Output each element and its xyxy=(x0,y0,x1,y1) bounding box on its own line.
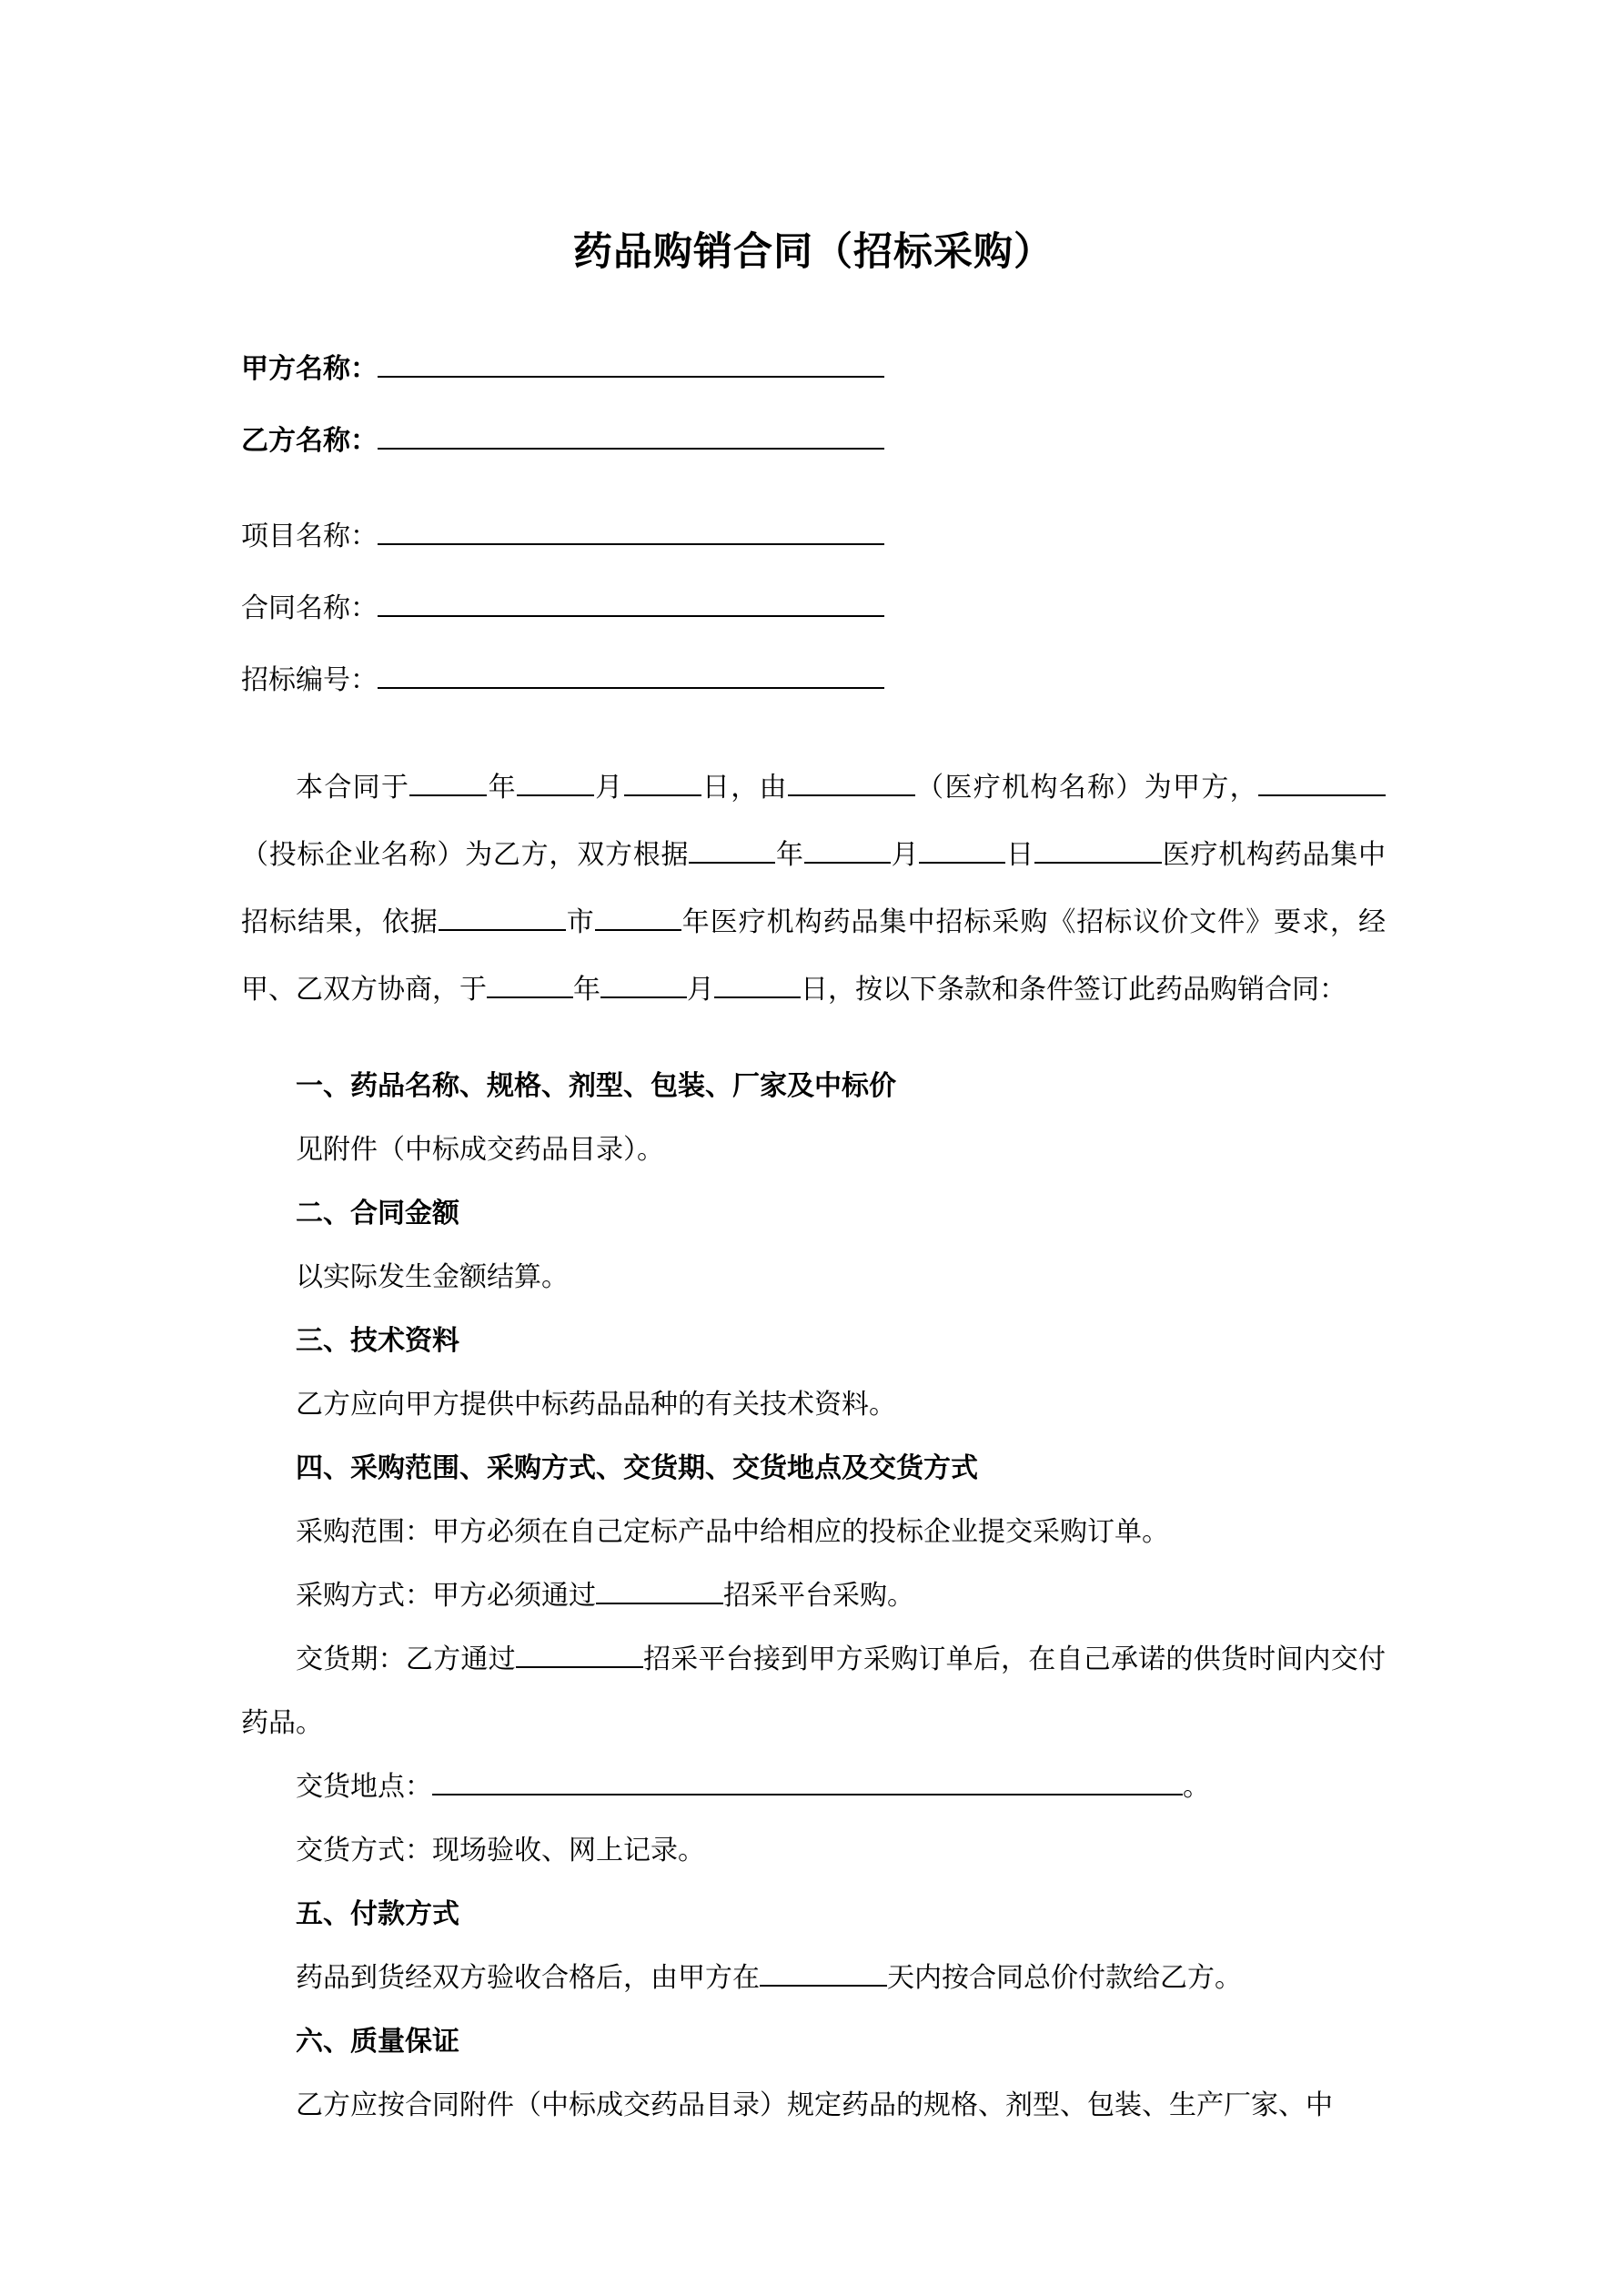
fill-in-line xyxy=(714,969,801,998)
section-paragraph xyxy=(241,1373,1386,1437)
document-title: 药品购销合同（招标采购） xyxy=(573,231,1054,274)
fill-in-line xyxy=(439,902,566,931)
text-run: 交货地点： xyxy=(296,1772,432,1802)
intro-paragraph xyxy=(241,754,1386,1024)
section-heading: 二、合同金额 xyxy=(296,1199,459,1229)
text-run: 年 xyxy=(487,773,517,803)
fill-in-line xyxy=(788,767,915,796)
section-technical-materials xyxy=(241,1310,1386,1437)
section-paragraph xyxy=(241,1755,1386,1819)
section-paragraph xyxy=(241,1628,1386,1755)
section-heading: 五、付款方式 xyxy=(296,1899,459,1929)
field-label-project-name: 项目名称： xyxy=(241,521,378,551)
section-paragraph xyxy=(241,1501,1386,1564)
fill-in-line xyxy=(378,349,884,378)
text-run: 市 xyxy=(565,907,595,937)
text-run: 交货方式：现场验收、网上记录。 xyxy=(296,1836,705,1866)
fill-in-line xyxy=(432,1766,1183,1795)
section-procurement xyxy=(241,1437,1386,1883)
section-payment xyxy=(241,1883,1386,2010)
fill-in-line xyxy=(600,969,687,998)
fill-in-line xyxy=(378,588,884,617)
section-drug-names xyxy=(241,1055,1386,1182)
text-run: 医疗机构药品集中招标结果，依据 xyxy=(241,840,1387,937)
section-paragraph xyxy=(241,1947,1386,2010)
section-paragraph xyxy=(241,1564,1386,1628)
text-run: （医疗机构名称）为甲方， xyxy=(914,773,1259,803)
fill-in-line xyxy=(919,834,1005,864)
text-run: 年 xyxy=(573,975,600,1005)
text-run: 乙方应按合同附件（中标成交药品目录）规定药品的规格、剂型、包装、生产厂家、中 xyxy=(296,2090,1333,2120)
text-run: 月 xyxy=(687,975,714,1005)
text-run: 见附件（中标成交药品目录）。 xyxy=(296,1135,664,1165)
field-label-party-a: 甲方名称： xyxy=(241,354,378,384)
text-run: 。 xyxy=(1183,1772,1210,1802)
form-field-row xyxy=(241,572,1386,644)
sections xyxy=(241,1055,1386,2138)
fill-in-line xyxy=(596,1575,723,1604)
fill-in-line xyxy=(378,660,884,689)
section-contract-amount xyxy=(241,1182,1386,1310)
field-label-contract-name: 合同名称： xyxy=(241,593,378,623)
section-paragraph xyxy=(241,1819,1386,1883)
fill-in-line xyxy=(1258,767,1386,796)
form-field-row xyxy=(241,405,1386,477)
text-run: 月 xyxy=(593,773,624,803)
section-paragraph xyxy=(241,1118,1386,1182)
text-run: 采购方式：甲方必须通过 xyxy=(296,1581,596,1611)
section-paragraph xyxy=(241,2074,1386,2138)
section-heading: 六、质量保证 xyxy=(296,2027,459,2057)
fill-in-line xyxy=(624,767,701,796)
text-run: 年 xyxy=(775,840,804,870)
field-label-party-b: 乙方名称： xyxy=(241,426,378,456)
text-run: 以实际发生金额结算。 xyxy=(296,1262,569,1292)
text-run: 药品到货经双方验收合格后，由甲方在 xyxy=(296,1963,760,1993)
text-run: 乙方应向甲方提供中标药品品种的有关技术资料。 xyxy=(296,1390,896,1420)
form-field-row xyxy=(241,501,1386,572)
fill-in-line xyxy=(487,969,573,998)
form-field-row xyxy=(241,644,1386,716)
fill-in-line xyxy=(760,1957,887,1987)
fill-in-line xyxy=(516,1639,643,1668)
form-fields xyxy=(241,333,1386,716)
section-quality-guarantee xyxy=(241,2010,1386,2138)
text-run: 招采平台接到甲方采购订单后，在自己承诺的供货时间内交付药品。 xyxy=(241,1644,1387,1738)
section-heading: 三、技术资料 xyxy=(296,1326,459,1356)
section-heading: 一、药品名称、规格、剂型、包装、厂家及中标价 xyxy=(296,1071,896,1101)
fill-in-line xyxy=(689,834,775,864)
text-run: 日，按以下条款和条件签订此药品购销合同： xyxy=(801,975,1347,1005)
text-run: 采购范围：甲方必须在自己定标产品中给相应的投标企业提交采购订单。 xyxy=(296,1517,1169,1547)
field-label-tender-number: 招标编号： xyxy=(241,665,378,695)
section-paragraph xyxy=(241,1246,1386,1310)
text-run: 月 xyxy=(890,840,920,870)
section-heading: 四、采购范围、采购方式、交货期、交货地点及交货方式 xyxy=(296,1453,978,1483)
text-run: 日，由 xyxy=(701,773,788,803)
text-run: 本合同于 xyxy=(296,773,410,803)
text-run: 招采平台采购。 xyxy=(723,1581,914,1611)
text-run: 交货期：乙方通过 xyxy=(296,1644,516,1674)
text-run: （投标企业名称）为乙方，双方根据 xyxy=(241,840,690,870)
fill-in-line xyxy=(595,902,681,931)
form-field-row xyxy=(241,333,1386,405)
text-run: 日 xyxy=(1005,840,1034,870)
fill-in-line xyxy=(804,834,891,864)
fill-in-line xyxy=(1034,834,1162,864)
fill-in-line xyxy=(378,420,884,450)
fill-in-line xyxy=(409,767,487,796)
text-run: 年医疗机构药品集中招标采购《招标议价文件》要求，经甲、乙双方协商，于 xyxy=(241,907,1387,1005)
fill-in-line xyxy=(378,516,884,545)
text-run: 天内按合同总价付款给乙方。 xyxy=(887,1963,1242,1993)
fill-in-line xyxy=(517,767,594,796)
